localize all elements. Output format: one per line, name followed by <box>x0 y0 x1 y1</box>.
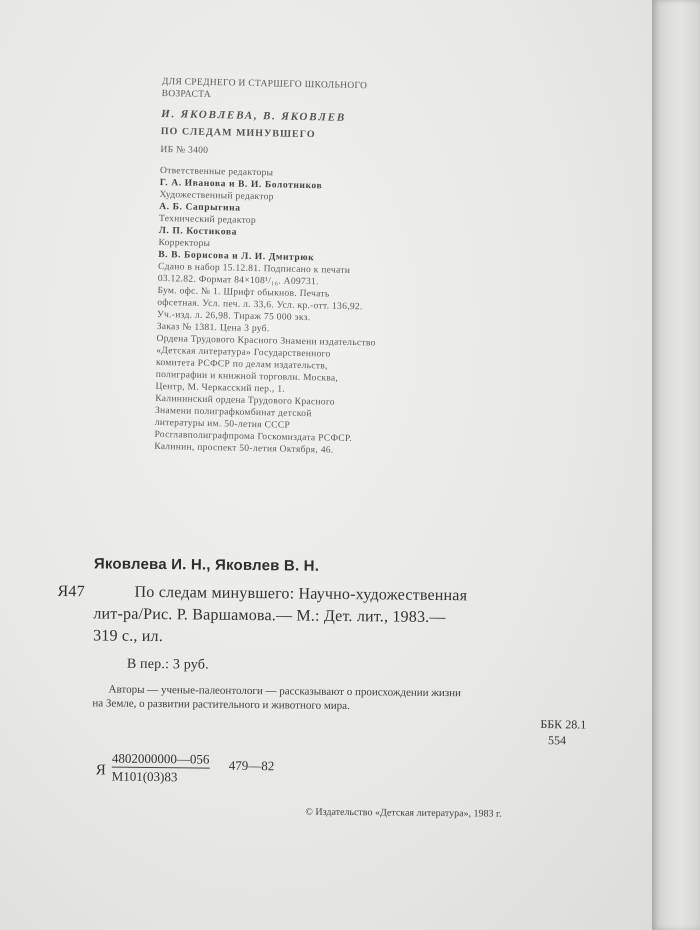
catalog-card <box>55 554 618 821</box>
audience-line-2: ВОЗРАСТА <box>161 88 212 101</box>
staff-name: В. В. Борисова и Л. И. Дмитрюк <box>158 249 315 264</box>
imprint-title: ПО СЛЕДАМ МИНУВШЕГО <box>160 125 316 141</box>
print-detail-line: «Детская литература» Государственного <box>156 345 331 360</box>
copyright-line: © Издательство «Детская литература», 1983 г. <box>305 806 502 820</box>
page-edge-shadow <box>652 0 700 930</box>
print-detail-line: Уч.-изд. л. 26,98. Тираж 75 000 экз. <box>156 309 311 324</box>
bbk-index: ББК 28.1 <box>540 717 587 732</box>
print-detail-line: 03.12.82. Формат 84×108¹/₁₆. А09731. <box>157 273 319 288</box>
catalog-line-2: лит-ра/Рис. Р. Варшамова.— М.: Дет. лит., 1983.— <box>93 605 446 627</box>
print-detail-line: Росглавполиграфпрома Госкомиздата РСФСР. <box>154 429 353 445</box>
bbk-number: 554 <box>548 733 567 748</box>
print-detail-line: комитета РСФСР по делам издательств, <box>155 357 328 372</box>
staff-name: Г. А. Иванова и В. И. Болотников <box>159 177 323 192</box>
staff-name: Л. П. Костикова <box>158 225 238 238</box>
isbn-block <box>56 750 616 796</box>
staff-name: А. Б. Сапрыгина <box>159 201 241 214</box>
isbn-denominator: М101(03)83 <box>111 768 178 785</box>
print-detail-line: полиграфии и книжной торговли. Москва, <box>155 369 339 384</box>
staff-role: Ответственные редакторы <box>159 165 274 179</box>
imprint-block <box>154 76 462 459</box>
print-detail-line: офсетная. Усл. печ. л. 33,6. Усл. кр.-отт. 136,92. <box>157 297 363 313</box>
catalog-price: В пер.: 3 руб. <box>126 656 209 673</box>
catalog-line-1: По следам минувшего: Научно-художественная <box>134 583 468 605</box>
catalog-line-3: 319 с., ил. <box>93 627 164 646</box>
print-details <box>154 261 458 459</box>
print-detail-line: Ордена Трудового Красного Знамени издательство <box>156 333 376 349</box>
ib-number: ИБ № 3400 <box>160 144 209 156</box>
staff-role: Корректоры <box>158 237 211 250</box>
isbn-suffix: 479—82 <box>228 757 275 774</box>
print-detail-line: Сдано в набор 15.12.81. Подписано к печати <box>157 261 351 276</box>
staff-role: Технический редактор <box>158 213 257 226</box>
annotation-line-2: на Земле, о развитии растительного и животного мира. <box>92 697 350 713</box>
print-detail-line: Заказ № 1381. Цена 3 руб. <box>156 321 270 335</box>
print-detail-line: Калининский ордена Трудового Красного <box>155 393 335 408</box>
staff-list <box>158 165 460 267</box>
staff-role: Художественный редактор <box>159 189 274 203</box>
print-detail-line: Центр, М. Черкасский пер., 1. <box>155 381 286 395</box>
bbk-block <box>56 710 616 750</box>
audience-line-1: ДЛЯ СРЕДНЕГО И СТАРШЕГО ШКОЛЬНОГО <box>161 76 368 92</box>
imprint-authors: И. ЯКОВЛЕВА, В. ЯКОВЛЕВ <box>161 107 347 124</box>
annotation-line-1: Авторы — ученые-палеонтологи — рассказывают о происхождении жизни <box>108 683 461 700</box>
print-detail-line: Калинин, проспект 50-летия Октября, 46. <box>154 441 334 456</box>
catalog-code: Я47 <box>57 582 85 601</box>
isbn-numerator: 4802000000—056 <box>111 750 210 767</box>
catalog-heading: Яковлева И. Н., Яковлев В. Н. <box>93 555 320 575</box>
print-detail-line: Бум. офс. № 1. Шрифт обыкнов. Печать <box>157 285 330 300</box>
print-detail-line: литературы им. 50-летия СССР <box>154 417 291 431</box>
print-detail-line: Знамени полиграфкомбинат детской <box>154 405 312 420</box>
isbn-letter: Я <box>95 762 106 779</box>
